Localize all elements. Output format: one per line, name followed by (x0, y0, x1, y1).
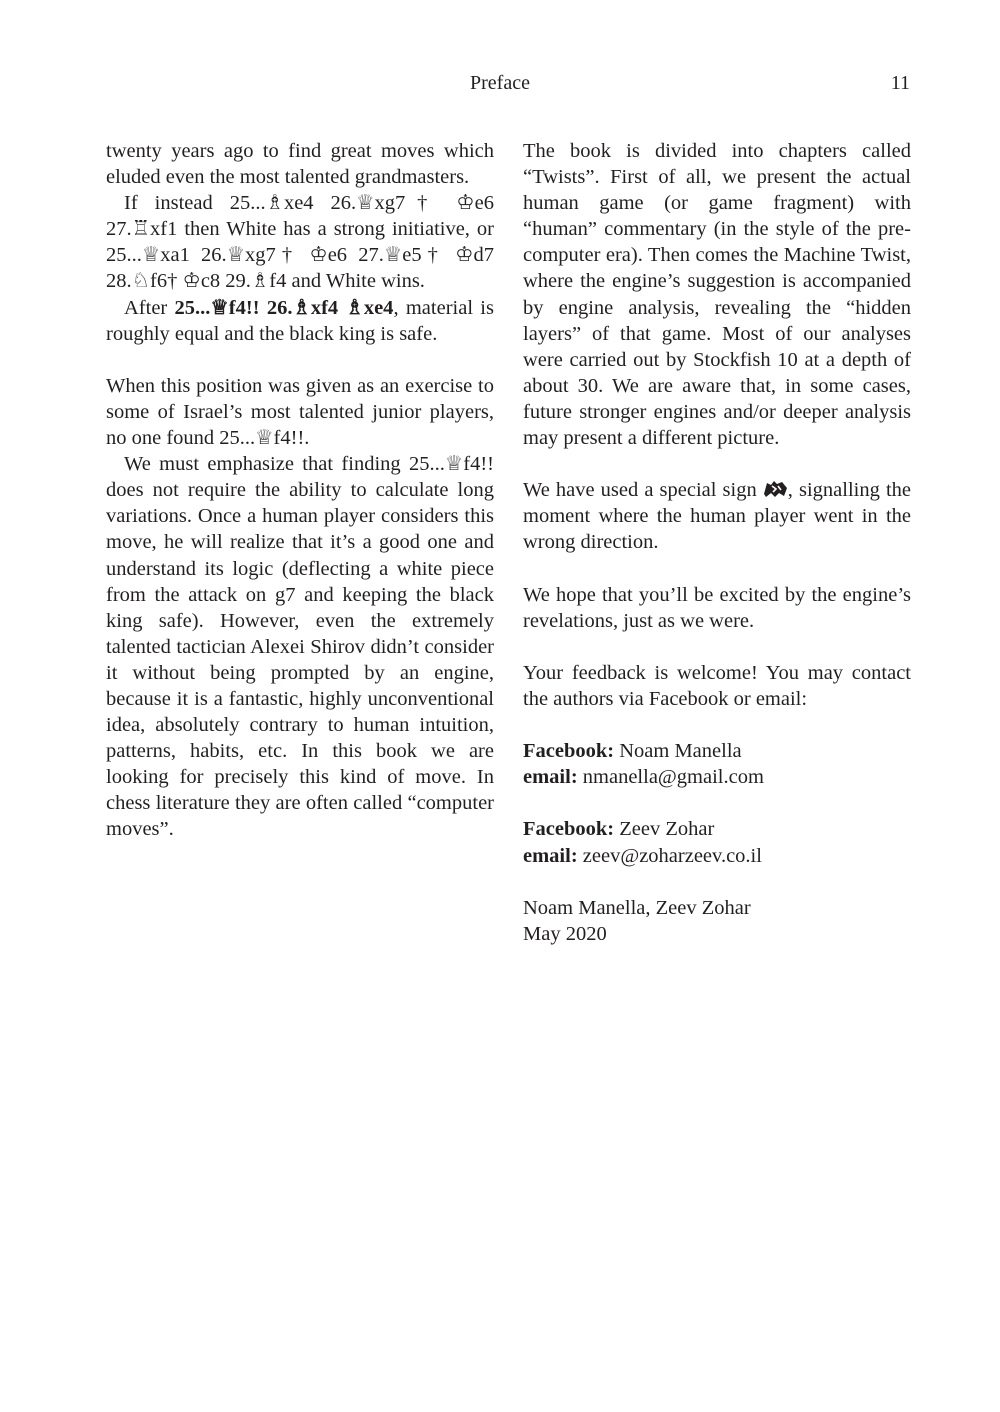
email-value: zeev@zoharzeev.co.il (577, 844, 762, 867)
email-label: email: (523, 766, 578, 789)
paragraph: When this position was given as an exercise to some of Israel’s most talented junior players, no one found 25...♕f4!!. (106, 374, 494, 450)
paragraph: We must emphasize that finding 25...♕f4!! does not require the ability to calculate long variations. Once a human player considers this move, he will realize that it’s a good one and understand its logic (deflecting a white piece from the attack on g7 and keeping the black king safe). However, even the extremely talented tactician Alexei Shirov didn’t consider it without being prompted by an engine, because it is a fantastic, highly unconventional idea, absolutely contrary to human intuition, patterns, habits, etc. In this book we are looking for precisely this kind of move. In chess literature they are often called “computer moves”. (106, 453, 494, 841)
facebook-label: Facebook: (523, 818, 615, 841)
contact-email (523, 764, 911, 790)
paragraph: The book is divided into chapters called “Twists”. First of all, we present the actual human game (or game fragment) with “human” commentary (in the style of the pre-computer era). Then comes the Machine Twist, where the engine’s suggestion is accompanied by engine analysis, revealing the “hidden layers” of that game. Most of our analyses were carried out by Stockfish 10 at a depth of about 30. We are aware that, in some cases, future stronger engines and/or deeper analysis may present a different picture. (523, 140, 911, 450)
paragraph-prefix: After (124, 296, 175, 319)
paragraph-text: We have used a special sign (523, 479, 763, 502)
left-column (106, 138, 494, 843)
bold-moves: 25...♕f4!! 26.♗xf4 ♗xe4 (174, 296, 394, 319)
paragraph: We hope that you’ll be excited by the engine’s revelations, just as we were. (523, 583, 911, 632)
broken-direction-icon (763, 479, 788, 497)
facebook-value: Zeev Zohar (614, 818, 715, 841)
facebook-value: Noam Manella (614, 740, 742, 763)
email-value: nmanella@gmail.com (577, 766, 764, 789)
paragraph: Your feedback is welcome! You may contact the authors via Facebook or email: (523, 661, 911, 710)
date: May 2020 (523, 922, 607, 945)
paragraph: twenty years ago to find great moves which eluded even the most talented grandmasters. (106, 140, 494, 189)
right-column (523, 138, 911, 947)
paragraph (106, 295, 494, 347)
page-header-title: Preface (470, 72, 530, 94)
paragraph: If instead 25...♗xe4 26.♕xg7† ♔e6 27.♖xf1 then White has a strong initiative, or 25...♕xa1 26.♕xg7† ♔e6 27.♕e5† ♔d7 28.♘f6† ♔c8 29.♗f4 and White wins. (106, 192, 494, 293)
facebook-label: Facebook: (523, 740, 615, 763)
paragraph (523, 477, 911, 555)
contact-facebook (523, 738, 911, 764)
email-label: email: (523, 844, 578, 867)
contact-facebook (523, 816, 911, 842)
contact-email (523, 843, 911, 869)
page-number: 11 (890, 72, 910, 94)
paragraph-suffix: , material is roughly equal and the black king is safe. (106, 296, 494, 345)
paragraph-text: , signalling the moment where the human player went in the wrong direction. (523, 479, 911, 554)
signature: Noam Manella, Zeev Zohar (523, 896, 751, 919)
